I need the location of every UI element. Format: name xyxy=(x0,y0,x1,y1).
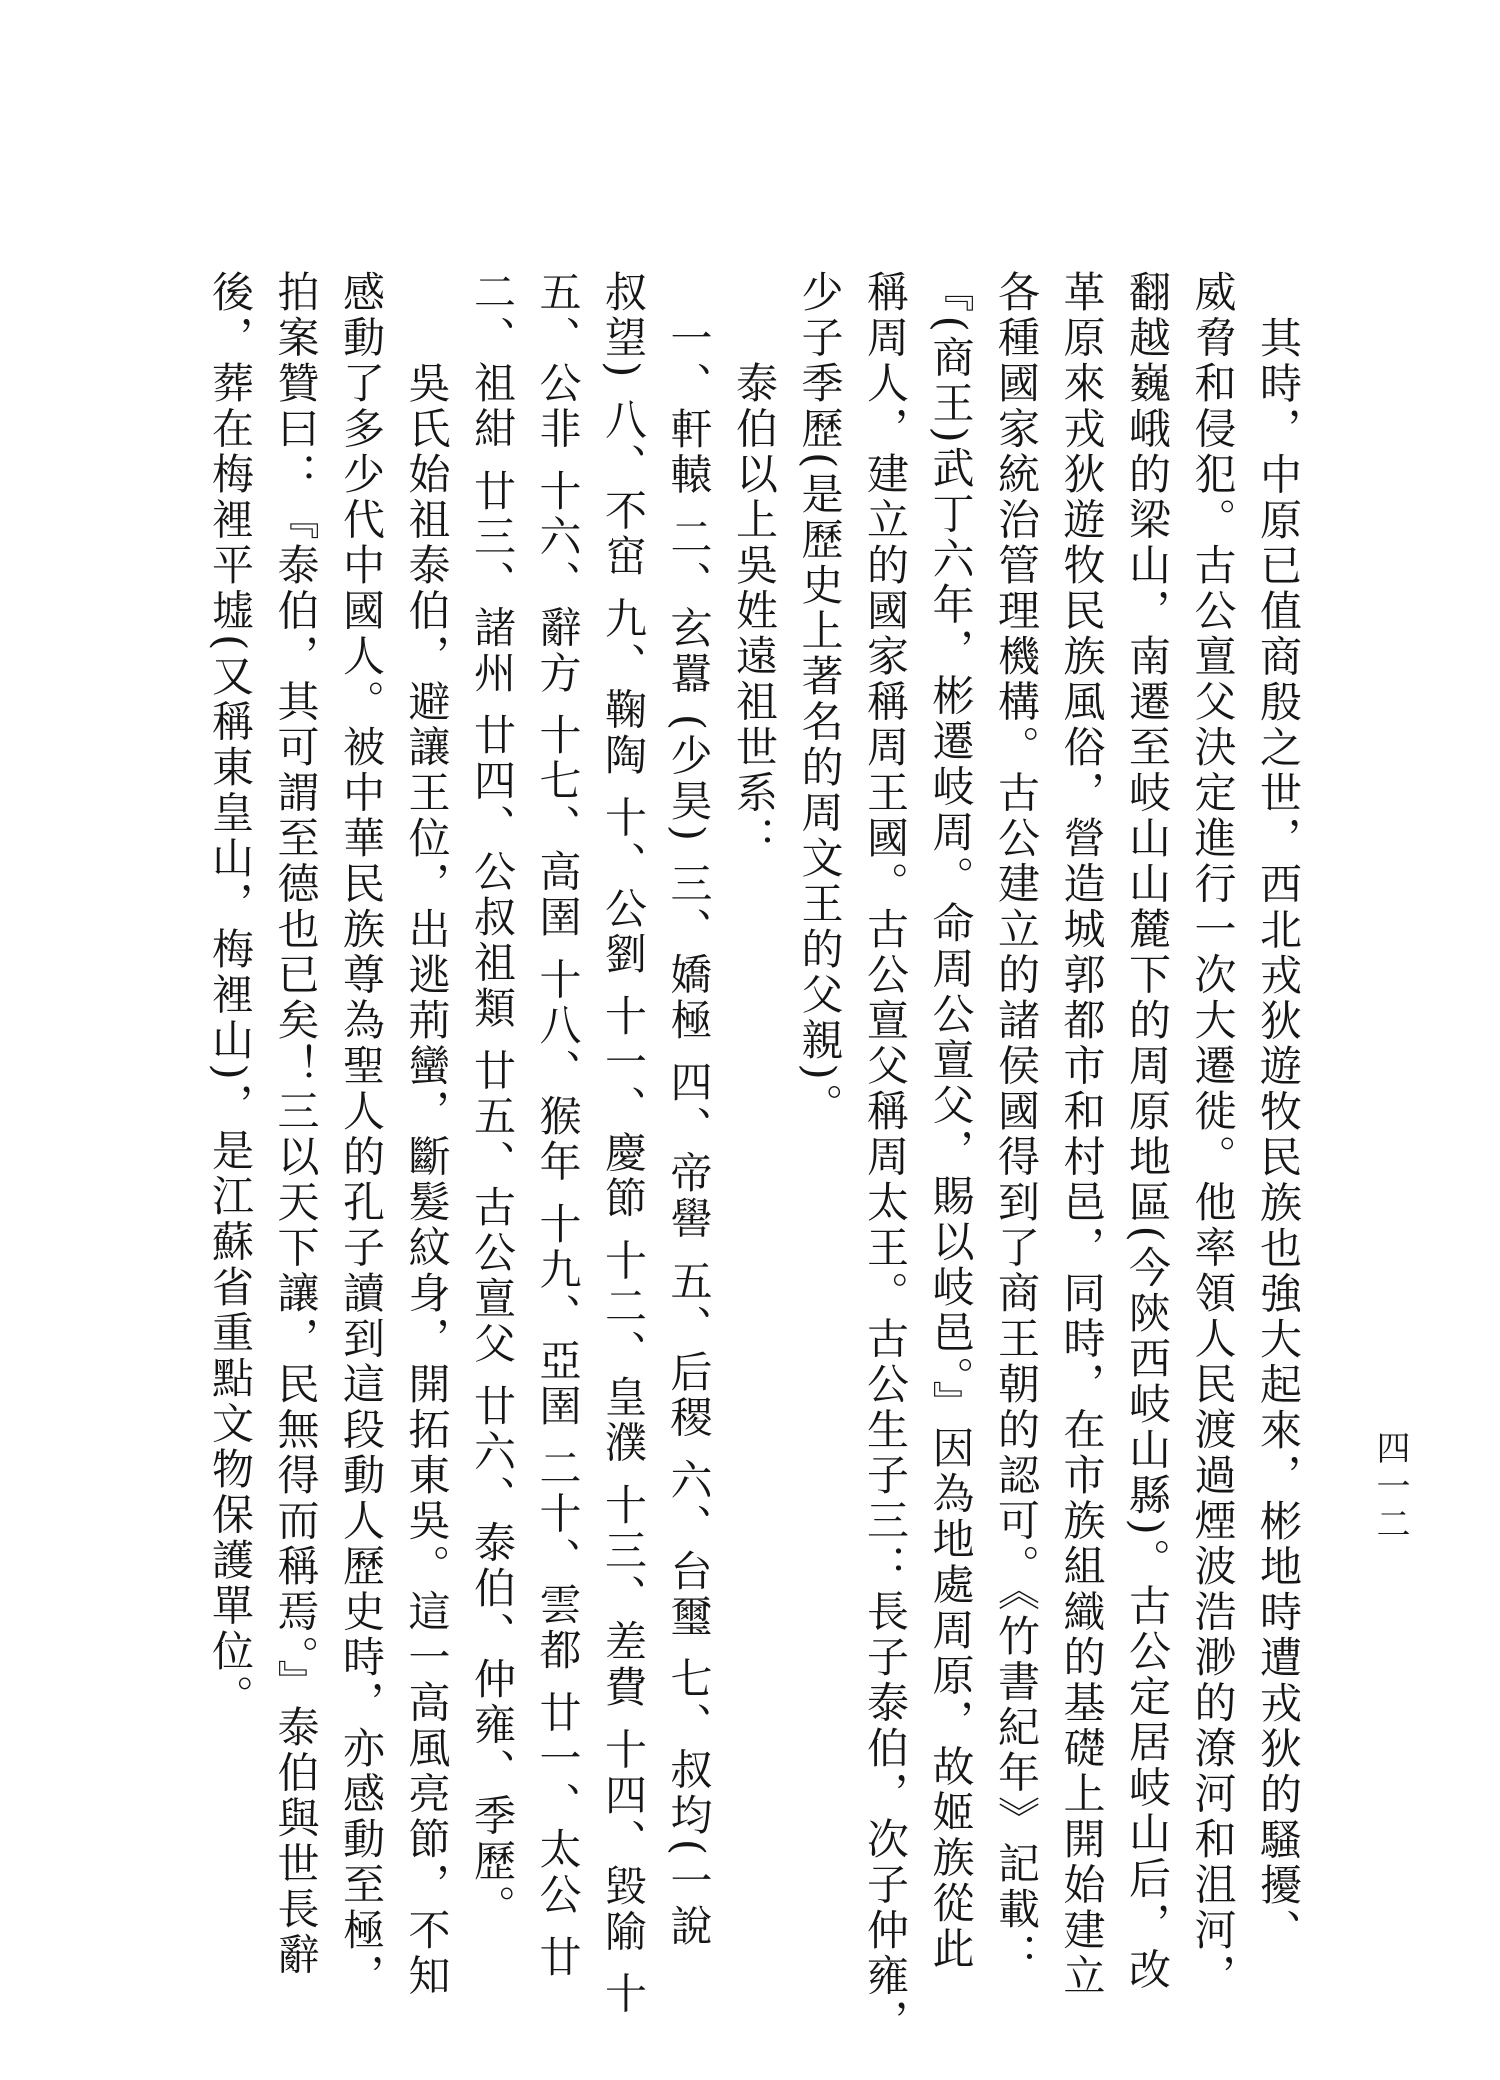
text-column: 叔望) 八、不窋 九、鞠陶 十、公劉 十一、慶節 十二、皇濮 十三、差費 十四、毀隃 十 xyxy=(599,270,648,2018)
vertical-text-body xyxy=(170,270,1310,2045)
text-column: 吳氏始祖泰伯，避讓王位，出逃荊蠻，斷髮紋身，開拓東吳。這一高風亮節，不知 xyxy=(402,361,452,1999)
text-column: 少子季歷(是歷史上著名的周文王的父親)。 xyxy=(795,270,845,1129)
text-column: 威脅和侵犯。古公亶父決定進行一次大遷徙。他率領人民渡過煙波浩渺的潦河和沮河， xyxy=(1188,270,1238,1999)
text-column: 其時，中原已值商殷之世，西北戎狄遊牧民族也強大起來，彬地時遭戎狄的騷擾、 xyxy=(1254,315,1303,1954)
text-column: 泰伯以上吳姓遠祖世系： xyxy=(730,361,779,862)
text-column: 拍案贊曰：『泰伯，其可謂至德也已矣！三以天下讓，民無得而稱焉。』泰伯與世長辭 xyxy=(271,270,321,1978)
text-column: 翻越巍峨的梁山，南遷至岐山山麓下的周原地區(今陝西岐山縣)。古公定居岐山后，改 xyxy=(1123,270,1172,1994)
text-column: 各種國家統治管理機構。古公建立的諸侯國得到了商王朝的認可。《竹書紀年》記載： xyxy=(992,270,1041,1978)
text-column: 五、公非 十六、辭方 十七、高圉 十八、猴年 十九、亞圉 二十、雲都 廿一、太公 廿 xyxy=(533,270,583,1981)
text-column: 一、軒轅 二、玄囂 (少昊) 三、嬌極 四、帝嚳 五、后稷 六、台璽 七、叔均(一說 xyxy=(664,315,714,1950)
text-column: 後，葬在梅裡平墟(又稱東皇山，梅裡山)，是江蘇省重點文物保護單位。 xyxy=(206,270,255,1721)
text-column: 『(商王)武丁六年，彬遷岐周。命周公亶父，賜以岐邑。』因為地處周原，故姬族從此 xyxy=(926,270,976,1973)
text-column: 二、祖紺 廿三、諸州 廿四、公叔祖類 廿五、古公亶父 廿六、泰伯、仲雍、季歷。 xyxy=(468,270,517,1930)
text-column: 稱周人，建立的國家稱周王國。古公亶父稱周太王。古公生子三：長子泰伯，次子仲雍， xyxy=(861,270,910,2045)
text-column: 革原來戎狄遊牧民族風俗，營造城郭都市和村邑，同時，在市族組織的基礎上開始建立 xyxy=(1057,270,1107,1999)
page-number: 四一二 xyxy=(1370,1430,1410,1544)
text-column: 感動了多少代中國人。被中華民族尊為聖人的孔子讀到這段動人歷史時，亦感動至極， xyxy=(337,270,386,1999)
